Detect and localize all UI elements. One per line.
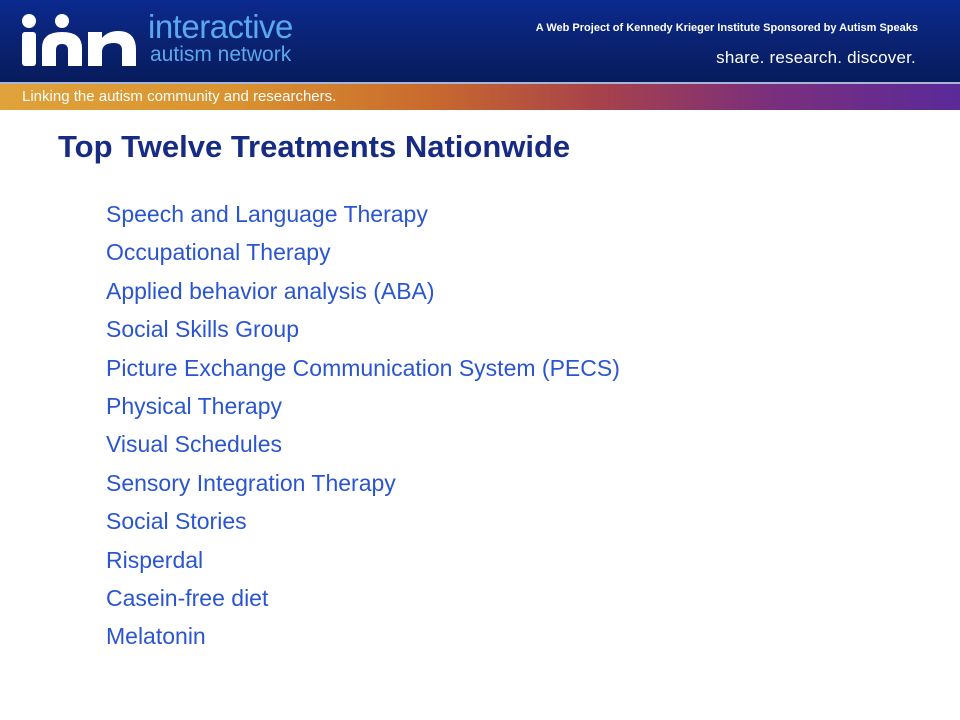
- logo-wordmark-interactive: interactive: [148, 8, 293, 45]
- list-item-label: Casein-free diet: [106, 584, 269, 611]
- page-title: Top Twelve Treatments Nationwide: [58, 129, 571, 164]
- list-item-label: Melatonin: [106, 623, 206, 650]
- list-item-label: Social Skills Group: [106, 316, 300, 343]
- logo-wordmark-autism-network: autism network: [150, 43, 292, 66]
- list-item-label: Applied behavior analysis (ABA): [106, 277, 435, 304]
- header-bar: [0, 0, 960, 82]
- list-item-label: Social Stories: [106, 508, 247, 535]
- list-item-label: Physical Therapy: [106, 392, 282, 419]
- list-item-label: Speech and Language Therapy: [106, 201, 428, 227]
- gradient-banner: [0, 84, 960, 110]
- list-item-label: Sensory Integration Therapy: [106, 469, 396, 496]
- sponsor-text: A Web Project of Kennedy Krieger Institute Sponsored by Autism Speaks: [535, 22, 918, 34]
- tagline: share. research. discover.: [716, 48, 916, 67]
- list-item-label: Occupational Therapy: [106, 239, 331, 266]
- list-item-label: Picture Exchange Communication System (PECS): [106, 354, 620, 381]
- ian-logo-icon: [20, 12, 138, 68]
- list-item-label: Visual Schedules: [106, 431, 283, 458]
- list-item-label: Risperdal: [106, 546, 204, 573]
- banner-text: Linking the autism community and researchers.: [22, 88, 337, 105]
